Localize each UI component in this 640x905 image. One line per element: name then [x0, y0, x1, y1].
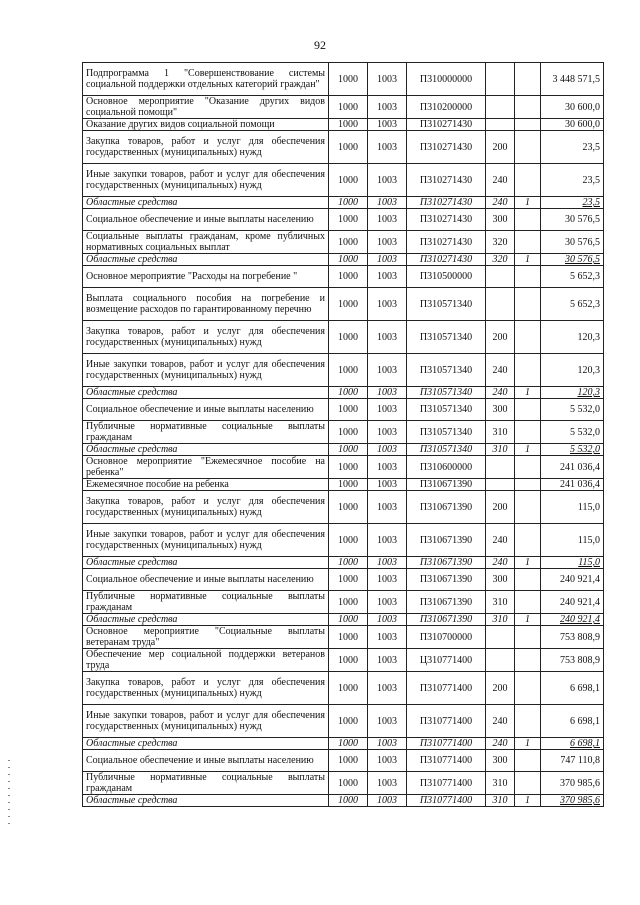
cell-csr: П310271430 — [407, 164, 486, 197]
cell-sum: 241 036,4 — [541, 479, 604, 491]
cell-sum: 30 576,5 — [541, 209, 604, 231]
cell-vr: 310 — [486, 444, 515, 456]
cell-sub: 1003 — [368, 456, 407, 479]
cell-sec: 1000 — [329, 444, 368, 456]
table-row — [83, 672, 604, 705]
cell-sum: 6 698,1 — [541, 738, 604, 750]
cell-sub: 1003 — [368, 750, 407, 772]
cell-sec: 1000 — [329, 421, 368, 444]
cell-sec: 1000 — [329, 738, 368, 750]
cell-csr: П310600000 — [407, 456, 486, 479]
table-row — [83, 421, 604, 444]
cell-src — [515, 131, 541, 164]
cell-vr — [486, 288, 515, 321]
cell-vr: 310 — [486, 772, 515, 795]
cell-vr: 300 — [486, 750, 515, 772]
cell-sub: 1003 — [368, 421, 407, 444]
cell-sec: 1000 — [329, 456, 368, 479]
cell-sub: 1003 — [368, 479, 407, 491]
cell-name: Основное мероприятие "Расходы на погребение " — [83, 266, 329, 288]
cell-sum: 5 532,0 — [541, 421, 604, 444]
table-row — [83, 524, 604, 557]
cell-src — [515, 672, 541, 705]
cell-src — [515, 164, 541, 197]
table-row-regional-funds — [83, 387, 604, 399]
cell-sum: 30 600,0 — [541, 96, 604, 119]
cell-sub: 1003 — [368, 626, 407, 649]
cell-name: Закупка товаров, работ и услуг для обеспечения государственных (муниципальных) нужд — [83, 131, 329, 164]
cell-sec: 1000 — [329, 479, 368, 491]
table-row — [83, 491, 604, 524]
table-row — [83, 119, 604, 131]
cell-name: Областные средства — [83, 254, 329, 266]
table-row-regional-funds — [83, 795, 604, 807]
cell-vr — [486, 456, 515, 479]
cell-name: Публичные нормативные социальные выплаты гражданам — [83, 772, 329, 795]
table-row-regional-funds — [83, 557, 604, 569]
cell-csr: Ц310771400 — [407, 649, 486, 672]
cell-sum: 5 532,0 — [541, 444, 604, 456]
cell-csr: П310271430 — [407, 231, 486, 254]
table-row — [83, 164, 604, 197]
cell-name: Областные средства — [83, 614, 329, 626]
cell-name: Иные закупки товаров, работ и услуг для обеспечения государственных (муниципальных) нужд — [83, 524, 329, 557]
table-row — [83, 649, 604, 672]
cell-sec: 1000 — [329, 672, 368, 705]
cell-name: Обеспечение мер социальной поддержки ветеранов труда — [83, 649, 329, 672]
cell-sum: 240 921,4 — [541, 614, 604, 626]
cell-sub: 1003 — [368, 197, 407, 209]
cell-src — [515, 209, 541, 231]
cell-src — [515, 231, 541, 254]
cell-sec: 1000 — [329, 63, 368, 96]
cell-src — [515, 705, 541, 738]
page-number: 92 — [314, 38, 326, 52]
table-row-regional-funds — [83, 197, 604, 209]
cell-name: Закупка товаров, работ и услуг для обеспечения государственных (муниципальных) нужд — [83, 491, 329, 524]
table-row — [83, 321, 604, 354]
cell-sum: 5 652,3 — [541, 288, 604, 321]
margin-dots — [8, 760, 10, 830]
table-row — [83, 569, 604, 591]
cell-sub: 1003 — [368, 738, 407, 750]
table-row — [83, 131, 604, 164]
cell-vr: 240 — [486, 738, 515, 750]
cell-vr: 240 — [486, 197, 515, 209]
cell-csr: П310771400 — [407, 705, 486, 738]
cell-sum: 747 110,8 — [541, 750, 604, 772]
cell-sub: 1003 — [368, 649, 407, 672]
cell-csr: П310271430 — [407, 209, 486, 231]
cell-src — [515, 649, 541, 672]
cell-src: 1 — [515, 387, 541, 399]
cell-csr: П310271430 — [407, 131, 486, 164]
cell-csr: П310571340 — [407, 321, 486, 354]
cell-vr: 200 — [486, 491, 515, 524]
cell-sub: 1003 — [368, 354, 407, 387]
cell-vr: 310 — [486, 591, 515, 614]
cell-sub: 1003 — [368, 672, 407, 705]
cell-sub: 1003 — [368, 288, 407, 321]
cell-sub: 1003 — [368, 119, 407, 131]
cell-sec: 1000 — [329, 649, 368, 672]
cell-src — [515, 569, 541, 591]
cell-sub: 1003 — [368, 231, 407, 254]
cell-sub: 1003 — [368, 444, 407, 456]
cell-sum: 30 576,5 — [541, 254, 604, 266]
cell-csr: П310571340 — [407, 288, 486, 321]
cell-src: 1 — [515, 197, 541, 209]
cell-name: Областные средства — [83, 738, 329, 750]
table-row — [83, 266, 604, 288]
cell-name: Социальные выплаты гражданам, кроме публичных нормативных социальных выплат — [83, 231, 329, 254]
cell-name: Иные закупки товаров, работ и услуг для обеспечения государственных (муниципальных) нужд — [83, 705, 329, 738]
cell-sec: 1000 — [329, 254, 368, 266]
cell-sum: 30 600,0 — [541, 119, 604, 131]
cell-vr: 200 — [486, 672, 515, 705]
cell-sub: 1003 — [368, 491, 407, 524]
cell-vr — [486, 266, 515, 288]
cell-src: 1 — [515, 614, 541, 626]
cell-sum: 5 532,0 — [541, 399, 604, 421]
cell-sum: 240 921,4 — [541, 591, 604, 614]
cell-sum: 23,5 — [541, 131, 604, 164]
cell-src — [515, 456, 541, 479]
cell-name: Социальное обеспечение и иные выплаты населению — [83, 750, 329, 772]
cell-name: Публичные нормативные социальные выплаты гражданам — [83, 591, 329, 614]
cell-src — [515, 119, 541, 131]
cell-sub: 1003 — [368, 569, 407, 591]
cell-src — [515, 96, 541, 119]
cell-sum: 6 698,1 — [541, 705, 604, 738]
cell-sub: 1003 — [368, 209, 407, 231]
cell-sum: 5 652,3 — [541, 266, 604, 288]
cell-name: Основное мероприятие "Оказание других видов социальной помощи" — [83, 96, 329, 119]
table-row — [83, 772, 604, 795]
cell-src — [515, 63, 541, 96]
cell-sub: 1003 — [368, 63, 407, 96]
cell-vr: 300 — [486, 209, 515, 231]
cell-sum: 115,0 — [541, 524, 604, 557]
cell-sum: 120,3 — [541, 354, 604, 387]
cell-name: Ежемесячное пособие на ребенка — [83, 479, 329, 491]
cell-name: Областные средства — [83, 387, 329, 399]
cell-sec: 1000 — [329, 750, 368, 772]
cell-sub: 1003 — [368, 614, 407, 626]
cell-sec: 1000 — [329, 524, 368, 557]
cell-csr: П310671390 — [407, 557, 486, 569]
cell-sub: 1003 — [368, 321, 407, 354]
cell-sec: 1000 — [329, 354, 368, 387]
cell-src — [515, 479, 541, 491]
table-row — [83, 354, 604, 387]
cell-sec: 1000 — [329, 399, 368, 421]
cell-vr — [486, 626, 515, 649]
cell-csr: П310771400 — [407, 772, 486, 795]
cell-vr: 300 — [486, 399, 515, 421]
cell-csr: П310271430 — [407, 197, 486, 209]
cell-csr: П310771400 — [407, 738, 486, 750]
cell-sec: 1000 — [329, 288, 368, 321]
cell-csr: П310671390 — [407, 491, 486, 524]
cell-sum: 23,5 — [541, 164, 604, 197]
cell-csr: П310200000 — [407, 96, 486, 119]
table-row — [83, 479, 604, 491]
cell-sec: 1000 — [329, 705, 368, 738]
cell-src — [515, 524, 541, 557]
cell-sum: 115,0 — [541, 557, 604, 569]
cell-sum: 120,3 — [541, 321, 604, 354]
cell-csr: П310571340 — [407, 387, 486, 399]
table-row — [83, 231, 604, 254]
cell-vr: 310 — [486, 614, 515, 626]
cell-vr: 300 — [486, 569, 515, 591]
cell-sec: 1000 — [329, 197, 368, 209]
cell-name: Закупка товаров, работ и услуг для обеспечения государственных (муниципальных) нужд — [83, 672, 329, 705]
cell-sec: 1000 — [329, 321, 368, 354]
cell-csr: П310271430 — [407, 119, 486, 131]
cell-csr: П310771400 — [407, 672, 486, 705]
cell-src — [515, 321, 541, 354]
budget-table — [82, 62, 604, 807]
cell-vr: 310 — [486, 795, 515, 807]
cell-sum: 753 808,9 — [541, 626, 604, 649]
cell-sub: 1003 — [368, 795, 407, 807]
cell-csr: П310700000 — [407, 626, 486, 649]
cell-src — [515, 626, 541, 649]
cell-csr: П310671390 — [407, 591, 486, 614]
cell-sum: 23,5 — [541, 197, 604, 209]
cell-csr: П310771400 — [407, 750, 486, 772]
cell-name: Областные средства — [83, 557, 329, 569]
cell-src — [515, 288, 541, 321]
cell-name: Основное мероприятие "Социальные выплаты ветеранам труда" — [83, 626, 329, 649]
cell-vr — [486, 63, 515, 96]
cell-src — [515, 750, 541, 772]
cell-vr — [486, 479, 515, 491]
cell-sub: 1003 — [368, 131, 407, 164]
cell-vr: 240 — [486, 387, 515, 399]
cell-sub: 1003 — [368, 591, 407, 614]
cell-sub: 1003 — [368, 387, 407, 399]
cell-src — [515, 354, 541, 387]
budget-table-body — [83, 63, 604, 807]
cell-sum: 241 036,4 — [541, 456, 604, 479]
cell-csr: П310571340 — [407, 444, 486, 456]
cell-sum: 753 808,9 — [541, 649, 604, 672]
cell-vr: 200 — [486, 131, 515, 164]
cell-sub: 1003 — [368, 772, 407, 795]
cell-sum: 240 921,4 — [541, 569, 604, 591]
cell-sec: 1000 — [329, 96, 368, 119]
cell-src: 1 — [515, 795, 541, 807]
cell-name: Иные закупки товаров, работ и услуг для обеспечения государственных (муниципальных) нужд — [83, 164, 329, 197]
cell-sec: 1000 — [329, 164, 368, 197]
table-row — [83, 456, 604, 479]
cell-csr: П310671390 — [407, 569, 486, 591]
cell-vr: 240 — [486, 164, 515, 197]
cell-vr — [486, 119, 515, 131]
table-row — [83, 96, 604, 119]
cell-vr: 240 — [486, 705, 515, 738]
cell-sec: 1000 — [329, 557, 368, 569]
cell-csr: П310671390 — [407, 479, 486, 491]
cell-sum: 6 698,1 — [541, 672, 604, 705]
cell-csr: П310671390 — [407, 614, 486, 626]
table-row-regional-funds — [83, 444, 604, 456]
cell-sub: 1003 — [368, 705, 407, 738]
cell-sec: 1000 — [329, 772, 368, 795]
cell-vr — [486, 649, 515, 672]
cell-sub: 1003 — [368, 254, 407, 266]
cell-sub: 1003 — [368, 399, 407, 421]
cell-sec: 1000 — [329, 491, 368, 524]
cell-name: Подпрограмма 1 "Совершенствование системы социальной поддержки отдельных категорий граждан" — [83, 63, 329, 96]
cell-vr: 240 — [486, 354, 515, 387]
cell-sub: 1003 — [368, 164, 407, 197]
cell-sum: 115,0 — [541, 491, 604, 524]
cell-sec: 1000 — [329, 569, 368, 591]
cell-name: Основное мероприятие "Ежемесячное пособие на ребенка" — [83, 456, 329, 479]
table-row-regional-funds — [83, 614, 604, 626]
cell-src — [515, 491, 541, 524]
cell-csr: П310571340 — [407, 354, 486, 387]
table-row — [83, 399, 604, 421]
cell-src: 1 — [515, 738, 541, 750]
cell-name: Областные средства — [83, 444, 329, 456]
table-row — [83, 209, 604, 231]
cell-sum: 3 448 571,5 — [541, 63, 604, 96]
cell-name: Социальное обеспечение и иные выплаты населению — [83, 209, 329, 231]
cell-vr: 240 — [486, 524, 515, 557]
cell-name: Социальное обеспечение и иные выплаты населению — [83, 569, 329, 591]
cell-src — [515, 772, 541, 795]
cell-csr: П310771400 — [407, 795, 486, 807]
cell-sec: 1000 — [329, 131, 368, 164]
cell-vr: 310 — [486, 421, 515, 444]
cell-sum: 370 985,6 — [541, 772, 604, 795]
cell-sec: 1000 — [329, 266, 368, 288]
cell-name: Закупка товаров, работ и услуг для обеспечения государственных (муниципальных) нужд — [83, 321, 329, 354]
cell-csr: П310271430 — [407, 254, 486, 266]
cell-vr: 320 — [486, 254, 515, 266]
cell-sum: 120,3 — [541, 387, 604, 399]
table-row-regional-funds — [83, 738, 604, 750]
cell-sec: 1000 — [329, 231, 368, 254]
cell-sub: 1003 — [368, 266, 407, 288]
cell-vr: 240 — [486, 557, 515, 569]
cell-src — [515, 591, 541, 614]
table-row — [83, 750, 604, 772]
cell-sec: 1000 — [329, 387, 368, 399]
cell-sub: 1003 — [368, 524, 407, 557]
cell-src — [515, 399, 541, 421]
cell-sec: 1000 — [329, 119, 368, 131]
cell-name: Публичные нормативные социальные выплаты гражданам — [83, 421, 329, 444]
cell-src — [515, 421, 541, 444]
cell-name: Социальное обеспечение и иные выплаты населению — [83, 399, 329, 421]
table-row — [83, 63, 604, 96]
cell-csr: П310571340 — [407, 421, 486, 444]
cell-name: Оказание других видов социальной помощи — [83, 119, 329, 131]
cell-sec: 1000 — [329, 795, 368, 807]
cell-src: 1 — [515, 254, 541, 266]
cell-sub: 1003 — [368, 557, 407, 569]
cell-name: Выплата социального пособия на погребение и возмещение расходов по гарантированному перечню — [83, 288, 329, 321]
cell-csr: П310671390 — [407, 524, 486, 557]
table-row — [83, 626, 604, 649]
cell-csr: П310000000 — [407, 63, 486, 96]
cell-name: Иные закупки товаров, работ и услуг для обеспечения государственных (муниципальных) нужд — [83, 354, 329, 387]
table-row — [83, 591, 604, 614]
cell-sec: 1000 — [329, 209, 368, 231]
cell-sub: 1003 — [368, 96, 407, 119]
cell-sum: 30 576,5 — [541, 231, 604, 254]
cell-sec: 1000 — [329, 614, 368, 626]
cell-src: 1 — [515, 444, 541, 456]
cell-name: Областные средства — [83, 197, 329, 209]
cell-vr: 320 — [486, 231, 515, 254]
cell-sec: 1000 — [329, 626, 368, 649]
table-row — [83, 288, 604, 321]
cell-vr: 200 — [486, 321, 515, 354]
cell-name: Областные средства — [83, 795, 329, 807]
cell-sec: 1000 — [329, 591, 368, 614]
cell-csr: П310571340 — [407, 399, 486, 421]
cell-src: 1 — [515, 557, 541, 569]
table-row — [83, 705, 604, 738]
cell-sum: 370 985,6 — [541, 795, 604, 807]
table-row-regional-funds — [83, 254, 604, 266]
cell-vr — [486, 96, 515, 119]
cell-src — [515, 266, 541, 288]
cell-csr: П310500000 — [407, 266, 486, 288]
